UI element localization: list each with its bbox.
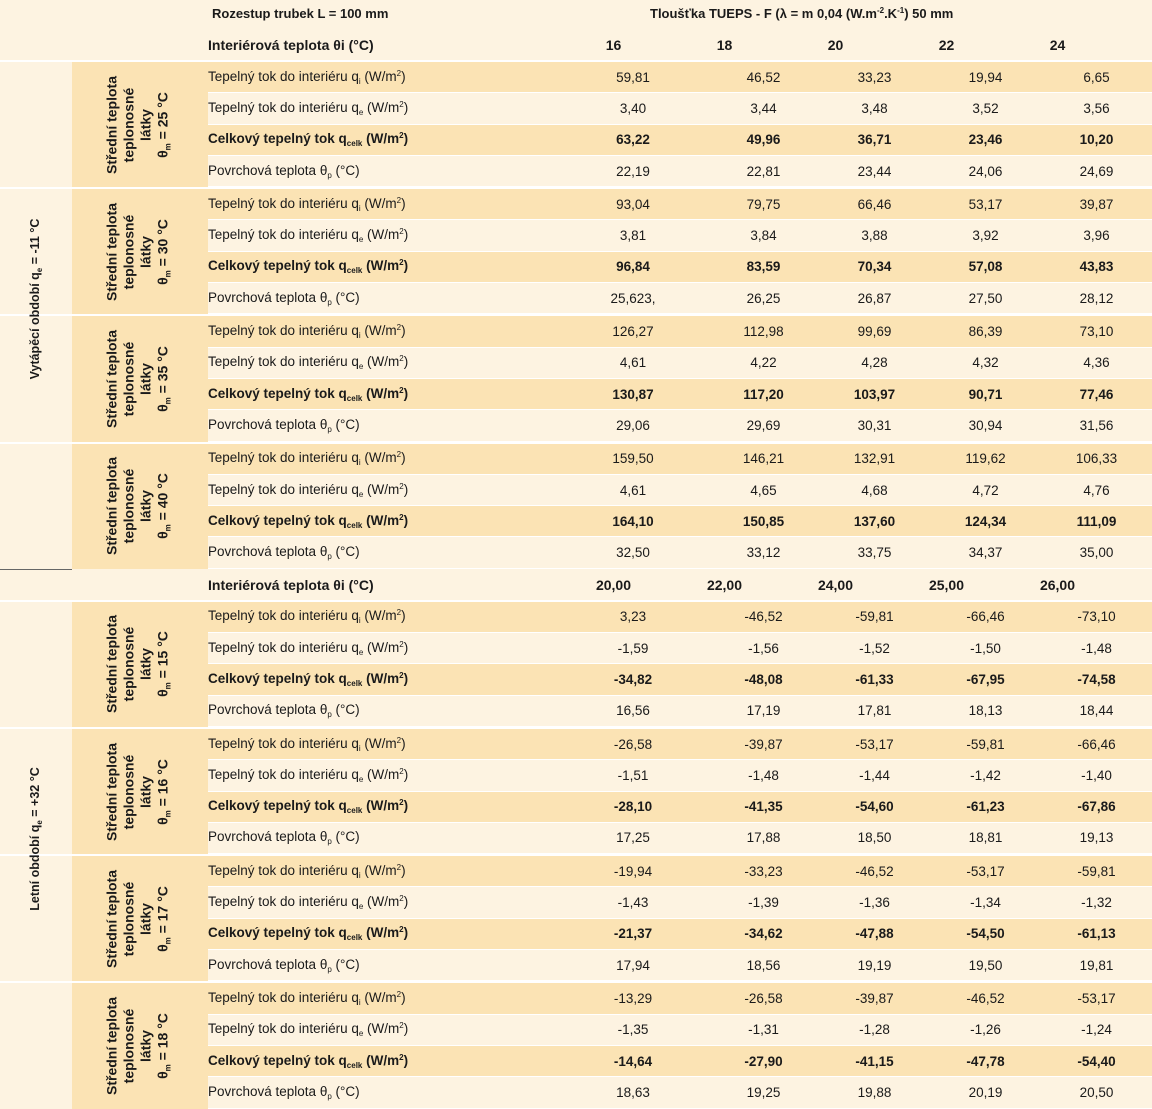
cell-value: 18,81 bbox=[968, 830, 1003, 846]
cell-value: 3,96 bbox=[1083, 228, 1110, 244]
interior-temp-value: 20 bbox=[827, 37, 844, 53]
cell-value: 126,27 bbox=[612, 324, 654, 340]
block-label: Střední teplota teplonosné látky $\theta_m = 25$ °C bbox=[72, 62, 208, 187]
cell-value: -48,08 bbox=[744, 671, 783, 687]
cell-value: -19,94 bbox=[613, 863, 653, 879]
total-label: Celkový tepelný tok $q_{celk}$ $(W/m^2)$ bbox=[208, 925, 409, 943]
cell-value: -53,17 bbox=[855, 736, 894, 752]
cell-value: 3,56 bbox=[1083, 100, 1110, 116]
cell-value: 19,81 bbox=[1079, 957, 1114, 973]
cell-value: -1,44 bbox=[859, 767, 890, 783]
block-label: Střední teplota teplonosné látky $\theta_m = 17$ °C bbox=[72, 856, 208, 981]
table-row bbox=[208, 760, 1152, 791]
cell-value: 86,39 bbox=[968, 324, 1003, 340]
cell-value: -74,58 bbox=[1077, 671, 1116, 687]
cell-value: 19,88 bbox=[857, 1084, 892, 1100]
cell-value: 70,34 bbox=[857, 259, 892, 275]
total-label: Celkový tepelný tok $q_{celk}$ $(W/m^2)$ bbox=[208, 131, 409, 149]
cell-value: 23,44 bbox=[857, 163, 892, 179]
cell-value: 3,88 bbox=[861, 228, 888, 244]
temperature-block bbox=[0, 854, 1152, 981]
cell-value: -59,81 bbox=[855, 609, 894, 625]
cell-value: -1,24 bbox=[1081, 1022, 1112, 1038]
table-row bbox=[208, 950, 1152, 981]
table-row bbox=[208, 506, 1152, 537]
table-row bbox=[208, 664, 1152, 695]
cell-value: 3,44 bbox=[750, 100, 777, 116]
cell-value: 4,61 bbox=[619, 482, 647, 498]
cell-value: 4,76 bbox=[1083, 482, 1110, 498]
interior-temp-value: 26,00 bbox=[1039, 576, 1076, 593]
cell-value: -1,48 bbox=[748, 767, 779, 783]
cell-value: 33,23 bbox=[857, 69, 892, 85]
cell-value: -61,13 bbox=[1077, 926, 1116, 942]
cell-value: 53,17 bbox=[968, 196, 1003, 212]
cell-value: -1,59 bbox=[617, 640, 649, 656]
cell-value: -67,86 bbox=[1077, 799, 1116, 815]
cell-value: -1,48 bbox=[1081, 640, 1112, 656]
table-row bbox=[208, 1046, 1152, 1077]
cell-value: 29,69 bbox=[746, 417, 781, 433]
cell-value: -59,81 bbox=[966, 736, 1005, 752]
cell-value: 18,56 bbox=[746, 957, 781, 973]
cell-value: -39,87 bbox=[744, 736, 783, 752]
table-row bbox=[208, 252, 1152, 283]
cell-value: -47,78 bbox=[966, 1053, 1005, 1069]
flux_e-label: Tepelný tok do interiéru $q_e$ $(W/m^2)$ bbox=[208, 99, 409, 117]
cell-value: -61,23 bbox=[966, 799, 1005, 815]
total-label: Celkový tepelný tok $q_{celk}$ $(W/m^2)$ bbox=[208, 798, 409, 816]
interior-temp-value: 25,00 bbox=[928, 576, 965, 593]
cell-value: 3,40 bbox=[619, 100, 647, 116]
total-label: Celkový tepelný tok $q_{celk}$ $(W/m^2)$ bbox=[208, 670, 409, 688]
block-label: Střední teplota teplonosné látky $\theta_m = 40$ °C bbox=[72, 444, 208, 569]
cell-value: -1,36 bbox=[859, 895, 890, 911]
cell-value: 26,25 bbox=[746, 290, 781, 306]
cell-value: 22,81 bbox=[746, 163, 781, 179]
cell-value: 19,94 bbox=[968, 69, 1003, 85]
cell-value: -47,88 bbox=[855, 926, 894, 942]
cell-value: -1,51 bbox=[617, 767, 649, 783]
heating-period-body bbox=[72, 30, 1152, 569]
cell-value: 164,10 bbox=[612, 513, 654, 529]
cell-value: -33,23 bbox=[744, 863, 783, 879]
temperature-block bbox=[0, 727, 1152, 854]
interior-temp-value: 22 bbox=[938, 37, 955, 53]
cell-value: 22,19 bbox=[616, 163, 650, 179]
cell-value: 17,19 bbox=[746, 703, 781, 719]
cell-value: -1,34 bbox=[970, 895, 1001, 911]
cell-value: 26,87 bbox=[857, 290, 892, 306]
cell-value: 63,22 bbox=[616, 132, 650, 148]
cell-value: 49,96 bbox=[746, 132, 781, 148]
cell-value: 57,08 bbox=[968, 259, 1003, 275]
cell-value: 117,20 bbox=[743, 386, 784, 402]
cell-value: -66,46 bbox=[1077, 736, 1116, 752]
cell-value: 43,83 bbox=[1079, 259, 1114, 275]
data-table bbox=[0, 30, 1118, 1109]
table-row bbox=[208, 537, 1152, 568]
block-label: Střední teplota teplonosné látky $\theta_m = 35$ °C bbox=[72, 316, 208, 441]
surface-label: Povrchová teplota $\theta_p$ (°C) bbox=[208, 162, 360, 180]
table-row bbox=[208, 316, 1152, 347]
interior-temp-value: 22,00 bbox=[706, 576, 743, 593]
cell-value: 30,31 bbox=[857, 417, 892, 433]
cell-value: 36,71 bbox=[857, 132, 892, 148]
cell-value: 99,69 bbox=[857, 324, 892, 340]
cell-value: -46,52 bbox=[744, 609, 783, 625]
cell-value: 19,13 bbox=[1079, 830, 1114, 846]
cell-value: 4,32 bbox=[972, 355, 999, 371]
cell-value: 79,75 bbox=[746, 196, 781, 212]
table-row bbox=[208, 823, 1152, 854]
cell-value: -66,46 bbox=[966, 609, 1005, 625]
table-row bbox=[208, 856, 1152, 887]
cell-value: 150,85 bbox=[742, 513, 785, 529]
temperature-block bbox=[0, 442, 1152, 569]
cell-value: 73,10 bbox=[1079, 324, 1114, 340]
cell-value: 18,63 bbox=[616, 1084, 650, 1100]
cell-value: -53,17 bbox=[966, 863, 1005, 879]
table-row bbox=[208, 62, 1152, 93]
temperature-block bbox=[0, 60, 1152, 187]
insulation-caption: Tloušťka TUEPS - F (λ = m 0,04 $(W.m^{-2}.K^{-1})$ 50 mm bbox=[650, 6, 954, 21]
surface-label: Povrchová teplota $\theta_p$ (°C) bbox=[208, 956, 360, 974]
cell-value: -1,50 bbox=[970, 640, 1001, 656]
cell-value: -34,82 bbox=[613, 671, 653, 687]
table-row bbox=[208, 729, 1152, 760]
table-row bbox=[208, 602, 1152, 633]
temperature-block bbox=[0, 187, 1152, 314]
block-label: Střední teplota teplonosné látky $\theta_m = 16$ °C bbox=[72, 729, 208, 854]
cell-value: -73,10 bbox=[1077, 609, 1116, 625]
surface-label: Povrchová teplota $\theta_p$ (°C) bbox=[208, 544, 360, 562]
interior-temp-value: 24,00 bbox=[817, 576, 854, 593]
cell-value: 31,56 bbox=[1079, 417, 1114, 433]
table-row bbox=[208, 379, 1152, 410]
cell-value: -61,33 bbox=[855, 671, 894, 687]
interior-temp-value: 20,00 bbox=[595, 576, 632, 593]
heating-header-row bbox=[0, 30, 1152, 60]
cell-value: 29,06 bbox=[616, 417, 650, 433]
flux_e-label: Tepelný tok do interiéru $q_e$ $(W/m^2)$ bbox=[208, 766, 409, 784]
cell-value: 25,623, bbox=[610, 290, 656, 306]
cell-value: 17,88 bbox=[746, 830, 781, 846]
cell-value: 17,81 bbox=[857, 703, 892, 719]
cell-value: -54,60 bbox=[855, 799, 894, 815]
cell-value: 30,94 bbox=[968, 417, 1003, 433]
flux_e-label: Tepelný tok do interiéru $q_e$ $(W/m^2)$ bbox=[208, 354, 409, 372]
block-label: Střední teplota teplonosné látky $\theta_m = 30$ °C bbox=[72, 189, 208, 314]
flux_i-label: Tepelný tok do interiéru $q_i$ $(W/m^2)$ bbox=[208, 608, 406, 626]
cell-value: -14,64 bbox=[613, 1053, 653, 1069]
temperature-block bbox=[0, 981, 1152, 1108]
cell-value: 39,87 bbox=[1079, 196, 1114, 212]
cell-value: -1,40 bbox=[1081, 767, 1112, 783]
cell-value: -41,15 bbox=[855, 1053, 894, 1069]
cell-value: 23,46 bbox=[968, 132, 1003, 148]
surface-label: Povrchová teplota $\theta_p$ (°C) bbox=[208, 1083, 360, 1101]
cell-value: 35,00 bbox=[1079, 545, 1114, 561]
cell-value: -1,56 bbox=[748, 640, 779, 656]
block-label: Střední teplota teplonosné látky $\theta_m = 18$ °C bbox=[72, 983, 208, 1108]
cell-value: 18,13 bbox=[968, 703, 1003, 719]
surface-label: Povrchová teplota $\theta_p$ (°C) bbox=[208, 289, 360, 307]
cell-value: -28,10 bbox=[613, 799, 653, 815]
cell-value: 4,72 bbox=[972, 482, 999, 498]
cell-value: -26,58 bbox=[744, 990, 783, 1006]
cell-value: 59,81 bbox=[616, 69, 650, 85]
block-label: Střední teplota teplonosné látky $\theta_m = 15$ °C bbox=[72, 602, 208, 727]
table-row bbox=[208, 919, 1152, 950]
summer-period-label: Letní období $q_e = +32$ °C bbox=[28, 767, 44, 911]
table-row bbox=[208, 156, 1152, 187]
cell-value: -41,35 bbox=[744, 799, 783, 815]
cell-value: -54,50 bbox=[966, 926, 1005, 942]
pipe-spacing-caption: Rozestup trubek L = 100 mm bbox=[212, 6, 389, 21]
interior-temp-value: 18 bbox=[716, 37, 733, 53]
cell-value: 6,65 bbox=[1083, 69, 1110, 85]
cell-value: 103,97 bbox=[853, 386, 896, 402]
total-label: Celkový tepelný tok $q_{celk}$ $(W/m^2)$ bbox=[208, 1052, 409, 1070]
table-row bbox=[208, 125, 1152, 156]
cell-value: -26,58 bbox=[613, 736, 653, 752]
surface-label: Povrchová teplota $\theta_p$ (°C) bbox=[208, 702, 360, 720]
cell-value: -1,52 bbox=[859, 640, 890, 656]
flux_i-label: Tepelný tok do interiéru $q_i$ $(W/m^2)$ bbox=[208, 735, 406, 753]
total-label: Celkový tepelný tok $q_{celk}$ $(W/m^2)$ bbox=[208, 385, 409, 403]
cell-value: -53,17 bbox=[1077, 990, 1116, 1006]
flux_e-label: Tepelný tok do interiéru $q_e$ $(W/m^2)$ bbox=[208, 227, 409, 245]
flux_e-label: Tepelný tok do interiéru $q_e$ $(W/m^2)$ bbox=[208, 894, 409, 912]
cell-value: 111,09 bbox=[1076, 513, 1117, 529]
cell-value: -39,87 bbox=[855, 990, 894, 1006]
flux_i-label: Tepelný tok do interiéru $q_i$ $(W/m^2)$ bbox=[208, 450, 406, 468]
table-row bbox=[208, 475, 1152, 506]
cell-value: 130,87 bbox=[612, 386, 654, 402]
interior-temp-label: Interiérová teplota θi (°C) bbox=[208, 37, 374, 53]
cell-value: 27,50 bbox=[968, 290, 1003, 306]
cell-value: -46,52 bbox=[966, 990, 1005, 1006]
cell-value: 4,61 bbox=[619, 355, 647, 371]
flux_i-label: Tepelný tok do interiéru $q_i$ $(W/m^2)$ bbox=[208, 68, 406, 86]
interior-temp-label: Interiérová teplota θi (°C) bbox=[208, 576, 374, 593]
total-label: Celkový tepelný tok $q_{celk}$ $(W/m^2)$ bbox=[208, 512, 409, 530]
cell-value: -1,26 bbox=[970, 1022, 1001, 1038]
cell-value: 3,52 bbox=[972, 100, 999, 116]
cell-value: 4,22 bbox=[750, 355, 777, 371]
table-row bbox=[208, 696, 1152, 727]
table-row bbox=[208, 444, 1152, 475]
cell-value: 132,91 bbox=[853, 451, 896, 467]
cell-value: 146,21 bbox=[742, 451, 785, 467]
cell-value: 20,50 bbox=[1079, 1084, 1114, 1100]
cell-value: -1,35 bbox=[617, 1022, 649, 1038]
cell-value: 3,81 bbox=[619, 228, 647, 244]
table-row bbox=[208, 189, 1152, 220]
table-row bbox=[208, 283, 1152, 314]
cell-value: 137,60 bbox=[853, 513, 896, 529]
cell-value: -27,90 bbox=[744, 1053, 783, 1069]
cell-value: 3,48 bbox=[861, 100, 888, 116]
cell-value: -1,32 bbox=[1081, 895, 1112, 911]
flux_e-label: Tepelný tok do interiéru $q_e$ $(W/m^2)$ bbox=[208, 481, 409, 499]
cell-value: 32,50 bbox=[616, 545, 650, 561]
cell-value: 119,62 bbox=[965, 451, 1006, 467]
heating-period-label: Vytápěcí období $q_e = -11$ °C bbox=[28, 218, 44, 380]
cell-value: -1,43 bbox=[617, 895, 649, 911]
flux_e-label: Tepelný tok do interiéru $q_e$ $(W/m^2)$ bbox=[208, 639, 409, 657]
cell-value: 83,59 bbox=[746, 259, 781, 275]
cell-value: 34,37 bbox=[968, 545, 1003, 561]
table-row bbox=[208, 633, 1152, 664]
surface-label: Povrchová teplota $\theta_p$ (°C) bbox=[208, 829, 360, 847]
summer-header-row bbox=[0, 570, 1152, 600]
cell-value: 17,25 bbox=[616, 830, 650, 846]
cell-value: 33,75 bbox=[857, 545, 892, 561]
cell-value: 93,04 bbox=[616, 196, 650, 212]
cell-value: -59,81 bbox=[1077, 863, 1116, 879]
cell-value: 18,50 bbox=[857, 830, 892, 846]
cell-value: 10,20 bbox=[1079, 132, 1114, 148]
table-row bbox=[208, 792, 1152, 823]
cell-value: 96,84 bbox=[616, 259, 650, 275]
cell-value: -1,42 bbox=[970, 767, 1001, 783]
cell-value: 46,52 bbox=[746, 69, 781, 85]
cell-value: 19,25 bbox=[746, 1084, 781, 1100]
temperature-block bbox=[0, 600, 1152, 727]
table-row bbox=[208, 887, 1152, 918]
cell-value: 159,50 bbox=[612, 451, 654, 467]
table-row bbox=[208, 348, 1152, 379]
cell-value: -67,95 bbox=[966, 671, 1005, 687]
table-row bbox=[208, 1077, 1152, 1108]
table-row bbox=[208, 93, 1152, 124]
cell-value: 17,94 bbox=[616, 957, 650, 973]
cell-value: -1,28 bbox=[859, 1022, 890, 1038]
cell-value: 66,46 bbox=[857, 196, 892, 212]
table-caption bbox=[0, 0, 1084, 30]
cell-value: 3,23 bbox=[619, 609, 647, 625]
temperature-block bbox=[0, 314, 1152, 441]
flux_i-label: Tepelný tok do interiéru $q_i$ $(W/m^2)$ bbox=[208, 323, 406, 341]
cell-value: 106,33 bbox=[1075, 451, 1118, 467]
surface-label: Povrchová teplota $\theta_p$ (°C) bbox=[208, 416, 360, 434]
total-label: Celkový tepelný tok $q_{celk}$ $(W/m^2)$ bbox=[208, 258, 409, 276]
table-row bbox=[208, 410, 1152, 441]
cell-value: 4,65 bbox=[750, 482, 777, 498]
cell-value: 3,84 bbox=[750, 228, 777, 244]
cell-value: 19,50 bbox=[968, 957, 1003, 973]
cell-value: -54,40 bbox=[1077, 1053, 1116, 1069]
summer-period bbox=[0, 570, 1116, 1109]
cell-value: 19,19 bbox=[857, 957, 892, 973]
flux_e-label: Tepelný tok do interiéru $q_e$ $(W/m^2)$ bbox=[208, 1021, 409, 1039]
cell-value: -34,62 bbox=[744, 926, 783, 942]
cell-value: 3,92 bbox=[972, 228, 999, 244]
cell-value: 18,44 bbox=[1079, 703, 1114, 719]
cell-value: 90,71 bbox=[968, 386, 1003, 402]
interior-temp-value: 16 bbox=[605, 37, 622, 53]
cell-value: 112,98 bbox=[743, 324, 784, 340]
cell-value: 33,12 bbox=[746, 545, 781, 561]
table-row bbox=[208, 220, 1152, 251]
cell-value: -1,39 bbox=[748, 895, 779, 911]
flux_i-label: Tepelný tok do interiéru $q_i$ $(W/m^2)$ bbox=[208, 989, 406, 1007]
cell-value: 4,68 bbox=[861, 482, 888, 498]
summer-period-body bbox=[72, 570, 1152, 1109]
flux_i-label: Tepelný tok do interiéru $q_i$ $(W/m^2)$ bbox=[208, 862, 406, 880]
cell-value: 124,34 bbox=[964, 513, 1007, 529]
cell-value: 20,19 bbox=[968, 1084, 1003, 1100]
cell-value: -13,29 bbox=[613, 990, 653, 1006]
cell-value: -46,52 bbox=[855, 863, 894, 879]
cell-value: 4,36 bbox=[1083, 355, 1110, 371]
cell-value: 77,46 bbox=[1079, 386, 1114, 402]
cell-value: 4,28 bbox=[861, 355, 888, 371]
flux_i-label: Tepelný tok do interiéru $q_i$ $(W/m^2)$ bbox=[208, 195, 406, 213]
cell-value: 28,12 bbox=[1079, 290, 1114, 306]
heating-period bbox=[0, 30, 1118, 569]
interior-temp-value: 24 bbox=[1049, 37, 1066, 53]
table-row bbox=[208, 983, 1152, 1014]
cell-value: 24,06 bbox=[968, 163, 1003, 179]
cell-value: -1,31 bbox=[748, 1022, 779, 1038]
cell-value: 16,56 bbox=[616, 703, 650, 719]
cell-value: 24,69 bbox=[1079, 163, 1114, 179]
table-row bbox=[208, 1015, 1152, 1046]
cell-value: -21,37 bbox=[613, 926, 653, 942]
